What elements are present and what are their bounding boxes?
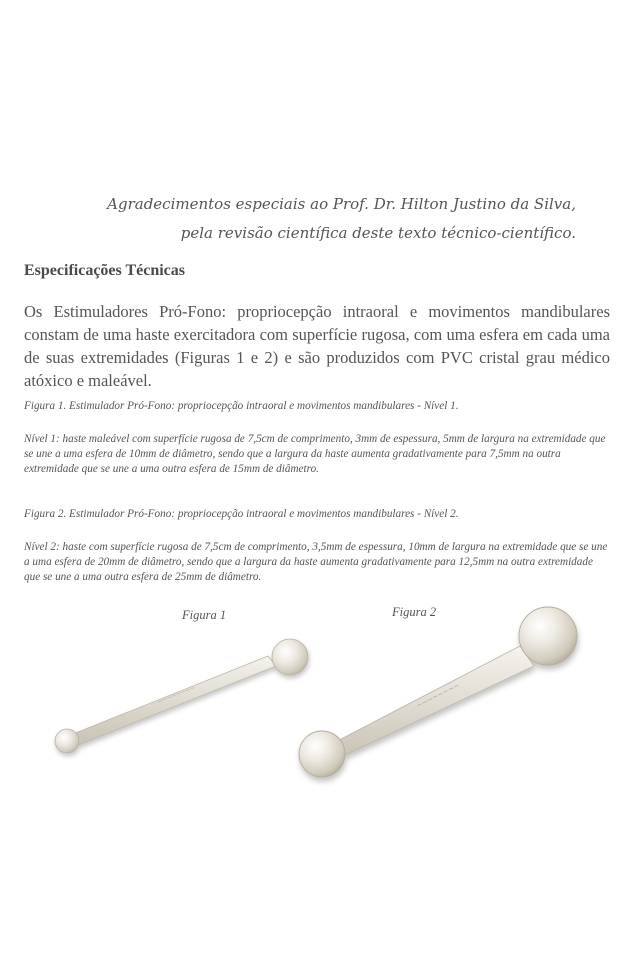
stimulator-level-2-image: [280, 600, 610, 800]
level-1-description: Nível 1: haste maleável com superfície rugosa de 7,5cm de comprimento, 3mm de espessura, 5mm de largura na extremidade que se une a uma esfera de 10mm de diâmetro, sendo que a largura da haste aumenta gradativamente para 7,5mm na outra extremidade que se une a uma outra esfera de 15mm de diâmetro.: [24, 433, 606, 475]
figure-1-caption: Figura 1. Estimulador Pró-Fono: propriocepção intraoral e movimentos mandibulares - Nível 1.: [24, 400, 459, 412]
figure-2-label: Figura 2: [392, 605, 437, 619]
level-2-description: Nível 2: haste com superfície rugosa de 7,5cm de comprimento, 3,5mm de espessura, 10mm de largura na extremidade que se une a uma esfera de 20mm de diâmetro, sendo que a largura da haste aumenta gradativamente para 12,5mm na outra extremidade que se une a uma outra esfera de 25mm de diâmetro.: [24, 541, 608, 583]
svg-text:~~~~~~~~: ~~~~~~~~: [415, 681, 461, 710]
figure-1-label: Figura 1: [182, 608, 227, 622]
figure-2-caption: Figura 2. Estimulador Pró-Fono: propriocepção intraoral e movimentos mandibulares - Nível 2.: [24, 508, 459, 520]
section-title: Especificações Técnicas: [24, 262, 186, 279]
intro-paragraph: Os Estimuladores Pró-Fono: propriocepção intraoral e movimentos mandibulares constam de uma haste exercitadora com superfície rugosa, com uma esfera em cada uma de suas extremidades (Figuras 1 e 2) e são produzidos com PVC cristal grau médico atóxico e maleável.: [24, 302, 610, 390]
bottom-margin: [0, 800, 630, 980]
acknowledgment-line-1: Agradecimentos especiais ao Prof. Dr. Hilton Justino da Silva,: [107, 195, 576, 213]
acknowledgment: [20, 190, 610, 248]
acknowledgment-line-2: pela revisão científica deste texto técnico-científico.: [180, 224, 576, 242]
svg-text:~~~~~~~~: ~~~~~~~~: [156, 684, 197, 706]
